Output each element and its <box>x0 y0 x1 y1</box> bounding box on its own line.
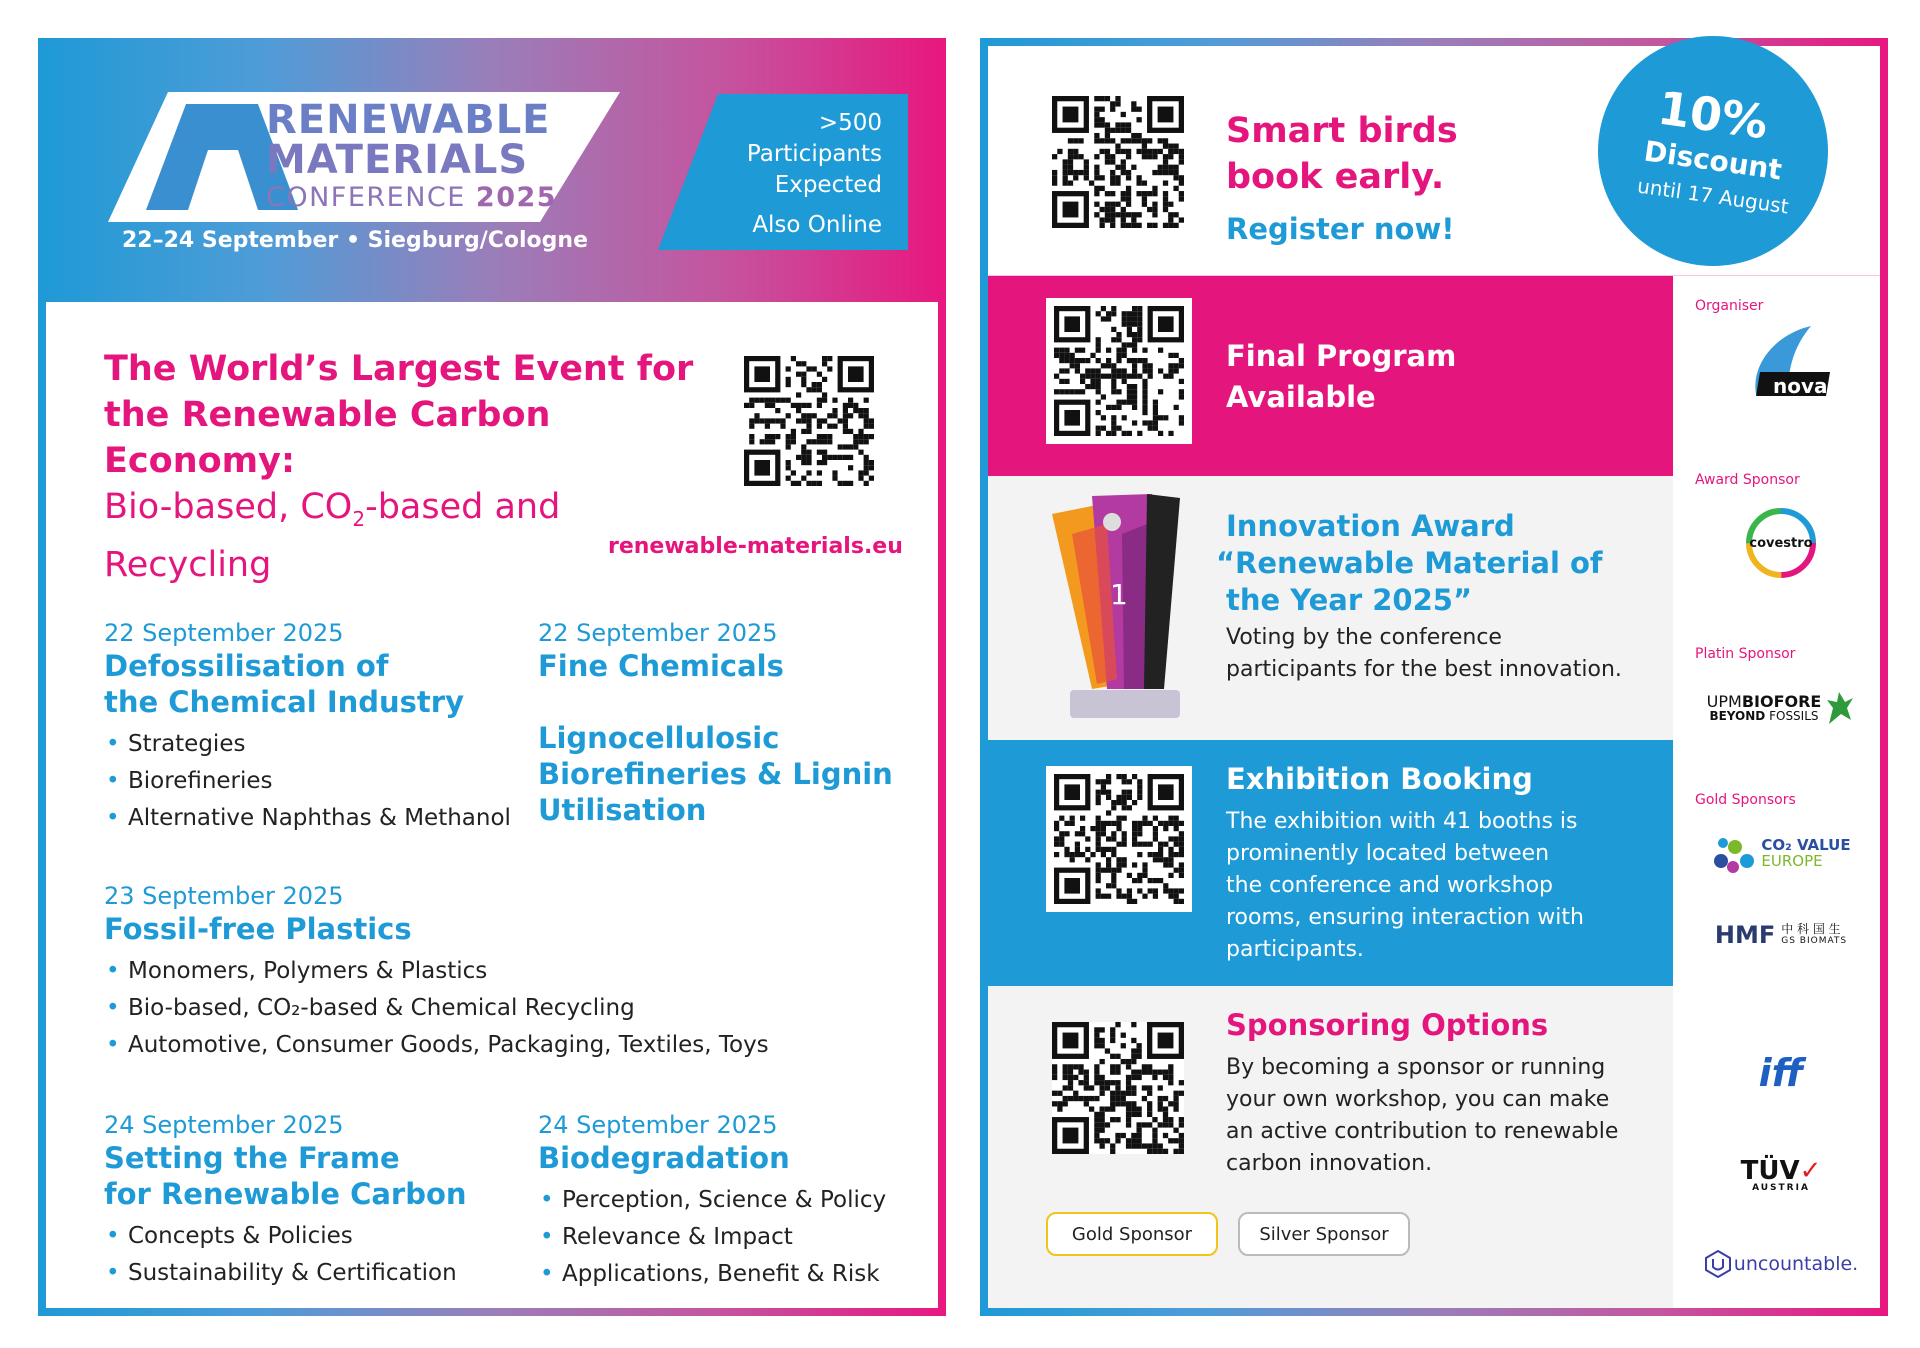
biofore-text: BIOFORE <box>1741 692 1822 711</box>
svg-text:1: 1 <box>1110 578 1128 611</box>
early-bird-text <box>1226 108 1458 200</box>
right-page <box>980 38 1888 1316</box>
participants-line-1: >500 <box>818 110 882 136</box>
nova-logo[interactable] <box>1691 324 1871 404</box>
booking-section <box>988 46 1880 276</box>
participants-count <box>747 108 882 201</box>
logo-conference-word: CONFERENCE <box>266 182 466 213</box>
session-topic-2: Lignocellulosic <box>538 721 780 755</box>
session-items <box>104 726 511 837</box>
discount-label: Discount <box>1642 134 1784 187</box>
program-line-2: Available <box>1226 380 1376 414</box>
list-item: • Perception, Science & Policy <box>538 1182 886 1219</box>
program-line-1: Final Program <box>1226 339 1457 373</box>
participants-line-3: Expected <box>774 172 882 198</box>
hmf-text: HMF <box>1714 921 1776 949</box>
session-topic-2-cont: Biorefineries & Lignin <box>538 757 893 791</box>
logo-wordmark <box>266 97 558 213</box>
organiser-label: Organiser <box>1695 298 1764 314</box>
griffin-icon <box>1825 690 1855 726</box>
left-page <box>38 38 946 1316</box>
qr-code-sponsoring[interactable] <box>1052 1022 1184 1154</box>
session-date: 22 September 2025 <box>104 619 344 647</box>
award-section <box>988 476 1673 740</box>
trophy-icon <box>1052 494 1202 724</box>
exhibition-line: rooms, ensuring interaction with <box>1226 905 1584 930</box>
headline-co2-post: -based and <box>365 487 561 527</box>
award-description <box>1226 622 1622 686</box>
headline-line-1: The World’s Largest Event for <box>104 349 694 389</box>
sponsoring-section <box>988 986 1673 1308</box>
headline-line-4: Recycling <box>104 545 272 585</box>
discount-percent: 10% <box>1654 80 1772 150</box>
tuv-text <box>1740 1155 1822 1193</box>
exhibition-line: The exhibition with 41 booths is <box>1226 809 1578 834</box>
exhibition-section <box>988 740 1673 986</box>
sponsor-sidebar <box>1673 276 1880 1308</box>
gs-biomats-line: GS BIOMATS <box>1781 935 1848 946</box>
sponsoring-line: an active contribution to renewable <box>1226 1119 1619 1144</box>
beyond-text: BEYOND <box>1709 709 1766 723</box>
uncountable-hex-icon <box>1704 1250 1732 1278</box>
award-title-line-2: “Renewable Material of <box>1216 546 1603 580</box>
list-item: • Biorefineries <box>104 763 511 800</box>
list-item: • Sustainability & Certification <box>104 1255 467 1292</box>
co2-value-text <box>1761 838 1850 870</box>
session-topic: Setting the Frame <box>104 1141 400 1175</box>
exhibition-title: Exhibition Booking <box>1226 762 1533 796</box>
upm-text: UPM <box>1706 692 1742 711</box>
program-text <box>1226 336 1456 418</box>
sponsoring-line: carbon innovation. <box>1226 1151 1433 1176</box>
early-bird-line-1: Smart birds <box>1226 111 1458 151</box>
co2-value-line-1: CO₂ VALUE <box>1761 836 1851 855</box>
nova-logo-text: nova <box>1773 374 1828 398</box>
session-topic-2-cont: Utilisation <box>538 793 707 827</box>
day-3-session-b <box>538 1110 886 1293</box>
exhibition-line: the conference and workshop <box>1226 873 1553 898</box>
also-online: Also Online <box>752 212 882 238</box>
session-topic: Biodegradation <box>538 1141 790 1175</box>
list-item: • Strategies <box>104 726 511 763</box>
logo-line-conference <box>266 184 557 211</box>
hmf-gs-biomats-logo[interactable] <box>1691 910 1871 960</box>
list-item: • Concepts & Policies <box>104 1218 467 1255</box>
qr-code-program[interactable] <box>1046 298 1192 444</box>
day-1-session <box>104 618 511 837</box>
co2-molecule-icon <box>1711 831 1757 877</box>
co2-value-line-2: EUROPE <box>1761 852 1823 870</box>
tuv-austria-logo[interactable] <box>1691 1150 1871 1200</box>
logo-year: 2025 <box>475 182 558 213</box>
uncountable-text: uncountable. <box>1733 1253 1859 1275</box>
early-bird-line-2: book early. <box>1226 157 1445 197</box>
headline-line-2: the Renewable Carbon Economy: <box>104 395 551 481</box>
exhibition-line: prominently located between <box>1226 841 1550 866</box>
day-3-session <box>104 1110 467 1292</box>
program-section <box>988 276 1673 476</box>
iff-logo[interactable] <box>1691 1048 1871 1098</box>
list-item: • Applications, Benefit & Risk <box>538 1256 886 1293</box>
exhibition-line: participants. <box>1226 937 1364 962</box>
logo-line-renewable: RENEWABLE <box>266 97 551 143</box>
website-url[interactable]: renewable-materials.eu <box>608 534 903 559</box>
qr-code-registration[interactable] <box>1052 96 1184 228</box>
award-desc-line-1: Voting by the conference <box>1226 625 1502 650</box>
discount-deadline: until 17 August <box>1635 173 1791 219</box>
platin-sponsor-label: Platin Sponsor <box>1695 646 1796 662</box>
silver-sponsor-button[interactable]: Silver Sponsor <box>1238 1212 1410 1256</box>
session-date: 22 September 2025 <box>538 619 778 647</box>
uncountable-logo[interactable] <box>1691 1244 1871 1284</box>
session-topic: Fossil-free Plastics <box>104 912 412 946</box>
participants-box <box>658 94 908 250</box>
day-1-session-b <box>538 618 893 828</box>
tuv-check-icon: ✓ <box>1799 1155 1822 1186</box>
session-topic-cont: for Renewable Carbon <box>104 1177 467 1211</box>
session-date: 24 September 2025 <box>104 1111 344 1139</box>
sponsoring-line: your own workshop, you can make <box>1226 1087 1610 1112</box>
upm-logo-text <box>1707 694 1822 722</box>
session-items <box>538 1182 886 1293</box>
session-topic: Fine Chemicals <box>538 649 784 683</box>
exhibition-description <box>1226 806 1584 966</box>
award-sponsor-label: Award Sponsor <box>1695 472 1800 488</box>
sponsoring-description <box>1226 1052 1618 1180</box>
austria-word: AUSTRIA <box>1752 1182 1810 1193</box>
covestro-logo-text: covestro <box>1749 535 1813 551</box>
gold-sponsors-label: Gold Sponsors <box>1695 792 1796 808</box>
qr-code-exhibition[interactable] <box>1046 766 1192 912</box>
gs-chinese-text: 中 科 国 生 <box>1781 922 1841 937</box>
event-date: 22–24 September • Siegburg/Cologne <box>122 228 589 253</box>
tuv-word: TÜV <box>1740 1155 1800 1186</box>
list-item: • Automotive, Consumer Goods, Packaging, Textiles, Toys <box>104 1027 769 1064</box>
discount-badge <box>1598 36 1828 266</box>
qr-code-website[interactable] <box>744 356 874 486</box>
day-2-session <box>104 881 769 1064</box>
list-item: • Relevance & Impact <box>538 1219 886 1256</box>
award-title-line-3: the Year 2025” <box>1226 583 1473 617</box>
session-date: 24 September 2025 <box>538 1111 778 1139</box>
session-date: 23 September 2025 <box>104 882 344 910</box>
participants-line-2: Participants <box>746 141 882 167</box>
fossils-text: FOSSILS <box>1769 709 1819 723</box>
logo-line-materials: MATERIALS <box>266 137 529 183</box>
sponsoring-title: Sponsoring Options <box>1226 1008 1549 1042</box>
list-item: • Monomers, Polymers & Plastics <box>104 953 769 990</box>
headline-co2-sub: 2 <box>352 507 366 531</box>
covestro-logo[interactable] <box>1691 498 1871 588</box>
session-topic-cont: the Chemical Industry <box>104 685 464 719</box>
session-items <box>104 953 769 1064</box>
gs-biomats-text <box>1781 923 1847 946</box>
list-item: • Bio-based, CO₂-based & Chemical Recycling <box>104 990 769 1027</box>
headline-co2-pre: Bio-based, CO <box>104 487 353 527</box>
sponsoring-line: By becoming a sponsor or running <box>1226 1055 1606 1080</box>
award-title-line-1: Innovation Award <box>1226 509 1515 543</box>
award-desc-line-2: participants for the best innovation. <box>1226 657 1622 682</box>
co2-value-europe-logo[interactable] <box>1691 824 1871 884</box>
list-item: • Alternative Naphthas & Methanol <box>104 800 511 837</box>
register-now-link[interactable]: Register now! <box>1226 212 1455 246</box>
upm-biofore-logo[interactable] <box>1691 680 1871 736</box>
award-title <box>1216 508 1603 619</box>
gold-sponsor-button[interactable]: Gold Sponsor <box>1046 1212 1218 1256</box>
iff-text: iff <box>1758 1051 1804 1095</box>
session-topic: Defossilisation of <box>104 649 389 683</box>
session-items <box>104 1218 467 1292</box>
